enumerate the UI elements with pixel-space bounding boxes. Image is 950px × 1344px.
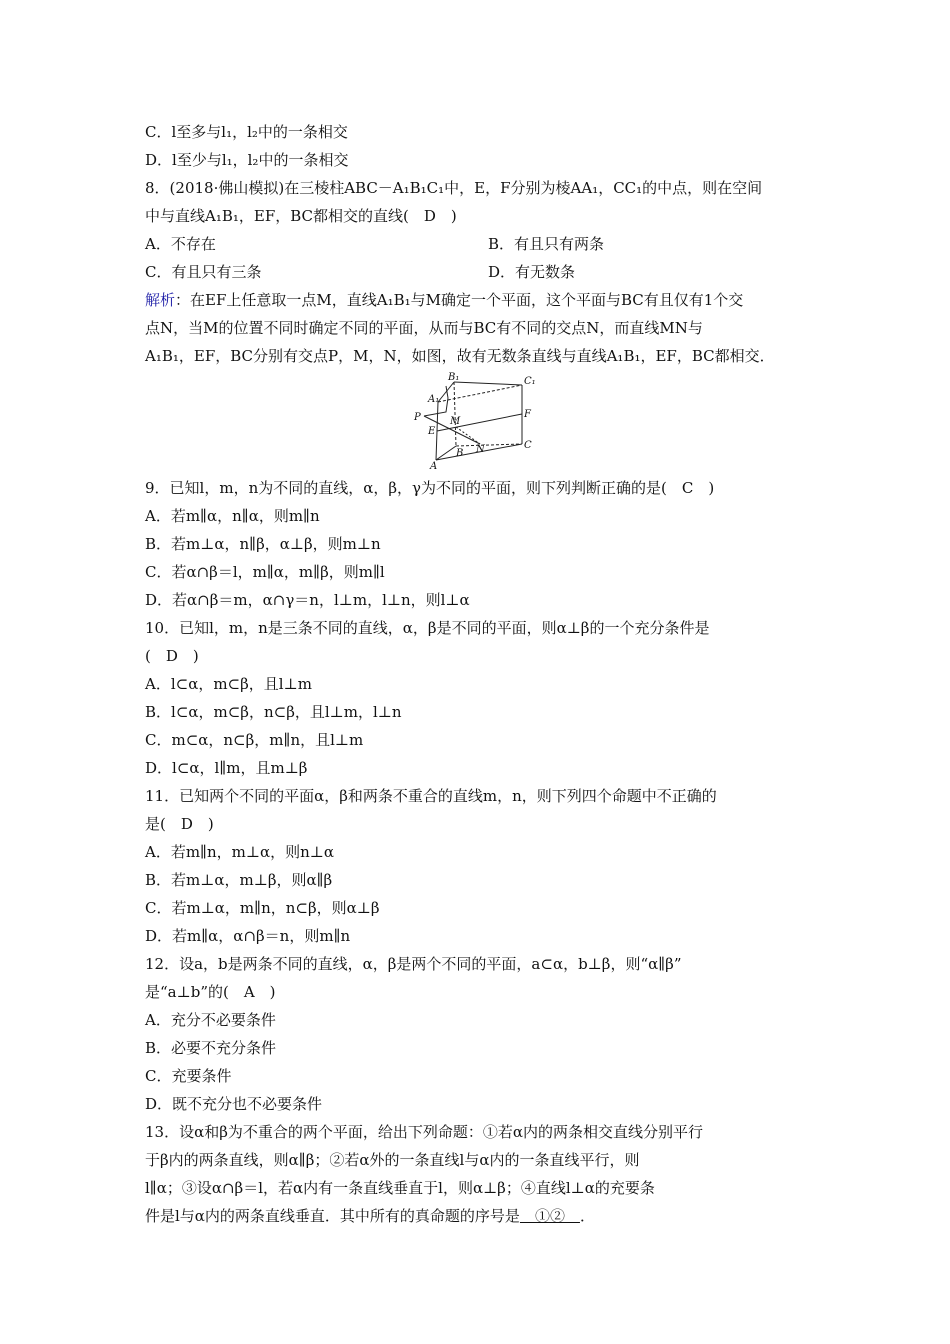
label-c1: C₁ <box>524 376 536 387</box>
q7-option-d: D．l至少与l₁，l₂中的一条相交 <box>145 151 349 169</box>
prism-figure <box>410 372 550 470</box>
label-b: B <box>456 448 464 459</box>
q13-line1: 13．设α和β为不重合的两个平面，给出下列命题：①若α内的两条相交直线分别平行 <box>145 1123 704 1141</box>
q10-option-d: D．l⊂α，l∥m，且m⊥β <box>145 759 308 777</box>
edge-a1-c1 <box>438 385 522 402</box>
label-a1: A₁ <box>428 394 440 405</box>
label-b1: B₁ <box>448 372 460 383</box>
q11-option-d: D．若m∥α，α∩β＝n，则m∥n <box>145 927 351 945</box>
edge-b1-b <box>454 382 456 446</box>
q12-option-b: B．必要不充分条件 <box>145 1039 277 1057</box>
q8-option-c: C．有且只有三条 <box>145 263 262 281</box>
q11-stem-line1: 11．已知两个不同的平面α，β和两条不重合的直线m，n，则下列四个命题中不正确的 <box>145 787 717 805</box>
edge-b1-c1 <box>454 382 522 385</box>
analysis-label: 解析 <box>145 291 176 309</box>
q10-option-a: A．l⊂α，m⊂β，且l⊥m <box>145 675 312 693</box>
q8-analysis-line1 <box>145 290 743 310</box>
label-e: E <box>428 426 436 437</box>
q13-line2: 于β内的两条直线，则α∥β；②若α外的一条直线l与α内的一条直线平行，则 <box>145 1151 640 1169</box>
label-a: A <box>430 461 438 470</box>
q10-stem-line2: ( D ) <box>145 647 199 665</box>
q8-stem-line1: 8．(2018·佛山模拟)在三棱柱ABC－A₁B₁C₁中，E，F分别为棱AA₁，CC₁的中点，则在空间 <box>145 179 763 197</box>
q13-line3: l∥α；③设α∩β＝l，若α内有一条直线垂直于l，则α⊥β；④直线l⊥α的充要条 <box>145 1179 655 1197</box>
q10-stem-line1: 10．已知l，m，n是三条不同的直线，α，β是不同的平面，则α⊥β的一个充分条件是 <box>145 619 710 637</box>
q11-option-b: B．若m⊥α，m⊥β，则α∥β <box>145 871 333 889</box>
line-m-n <box>456 427 480 444</box>
label-m: M <box>450 416 461 427</box>
edge-b1-a1 <box>438 382 454 402</box>
q8-stem-line2: 中与直线A₁B₁，EF，BC都相交的直线( D ) <box>145 207 457 225</box>
q12-stem-line2: 是“a⊥b”的( A ) <box>145 983 276 1001</box>
q8-analysis-line3: A₁B₁，EF，BC分别有交点P，M，N，如图，故有无数条直线与直线A₁B₁，EF，BC都相交． <box>145 347 775 365</box>
q9-option-b: B．若m⊥α，n∥β，α⊥β，则m⊥n <box>145 535 381 553</box>
label-p: P <box>414 412 421 423</box>
q9-option-a: A．若m∥α，n∥α，则m∥n <box>145 507 320 525</box>
label-n: N <box>476 444 485 455</box>
q11-option-c: C．若m⊥α，m∥n，n⊂β，则α⊥β <box>145 899 380 917</box>
q9-option-d: D．若α∩β＝m，α∩γ＝n，l⊥m，l⊥n，则l⊥α <box>145 591 470 609</box>
q9-option-c: C．若α∩β＝l，m∥α，m∥β，则m∥l <box>145 563 385 581</box>
q8-option-d: D．有无数条 <box>488 263 576 281</box>
q13-line4-suffix: ． <box>579 1207 595 1225</box>
q13-line4 <box>145 1206 595 1226</box>
q12-option-d: D．既不充分也不必要条件 <box>145 1095 323 1113</box>
q8-option-a: A．不存在 <box>145 235 216 253</box>
q10-option-b: B．l⊂α，m⊂β，n⊂β，且l⊥m，l⊥n <box>145 703 402 721</box>
q11-option-a: A．若m∥n，m⊥α，则n⊥α <box>145 843 335 861</box>
q13-line4-prefix: 件是l与α内的两条直线垂直．其中所有的真命题的序号是 <box>145 1207 520 1225</box>
q8-analysis-text1: ：在EF上任意取一点M，直线A₁B₁与M确定一个平面，这个平面与BC有且仅有1个交 <box>175 291 744 309</box>
q11-stem-line2: 是( D ) <box>145 815 214 833</box>
q10-option-c: C．m⊂α，n⊂β，m∥n，且l⊥m <box>145 731 364 749</box>
q7-option-c: C．l至多与l₁，l₂中的一条相交 <box>145 123 348 141</box>
q9-stem: 9．已知l，m，n为不同的直线，α，β，γ为不同的平面，则下列判断正确的是( C ) <box>145 479 715 497</box>
q12-stem-line1: 12．设a，b是两条不同的直线，α，β是两个不同的平面，a⊂α，b⊥β，则“α∥β” <box>145 955 682 973</box>
label-f: F <box>524 409 531 420</box>
q13-answer-blank: ①② <box>519 1207 580 1225</box>
q12-option-c: C．充要条件 <box>145 1067 232 1085</box>
q12-option-a: A．充分不必要条件 <box>145 1011 276 1029</box>
q8-option-b: B．有且只有两条 <box>488 235 605 253</box>
label-c: C <box>524 440 532 451</box>
q8-analysis-line2: 点N，当M的位置不同时确定不同的平面，从而与BC有不同的交点N，而直线MN与 <box>145 319 703 337</box>
